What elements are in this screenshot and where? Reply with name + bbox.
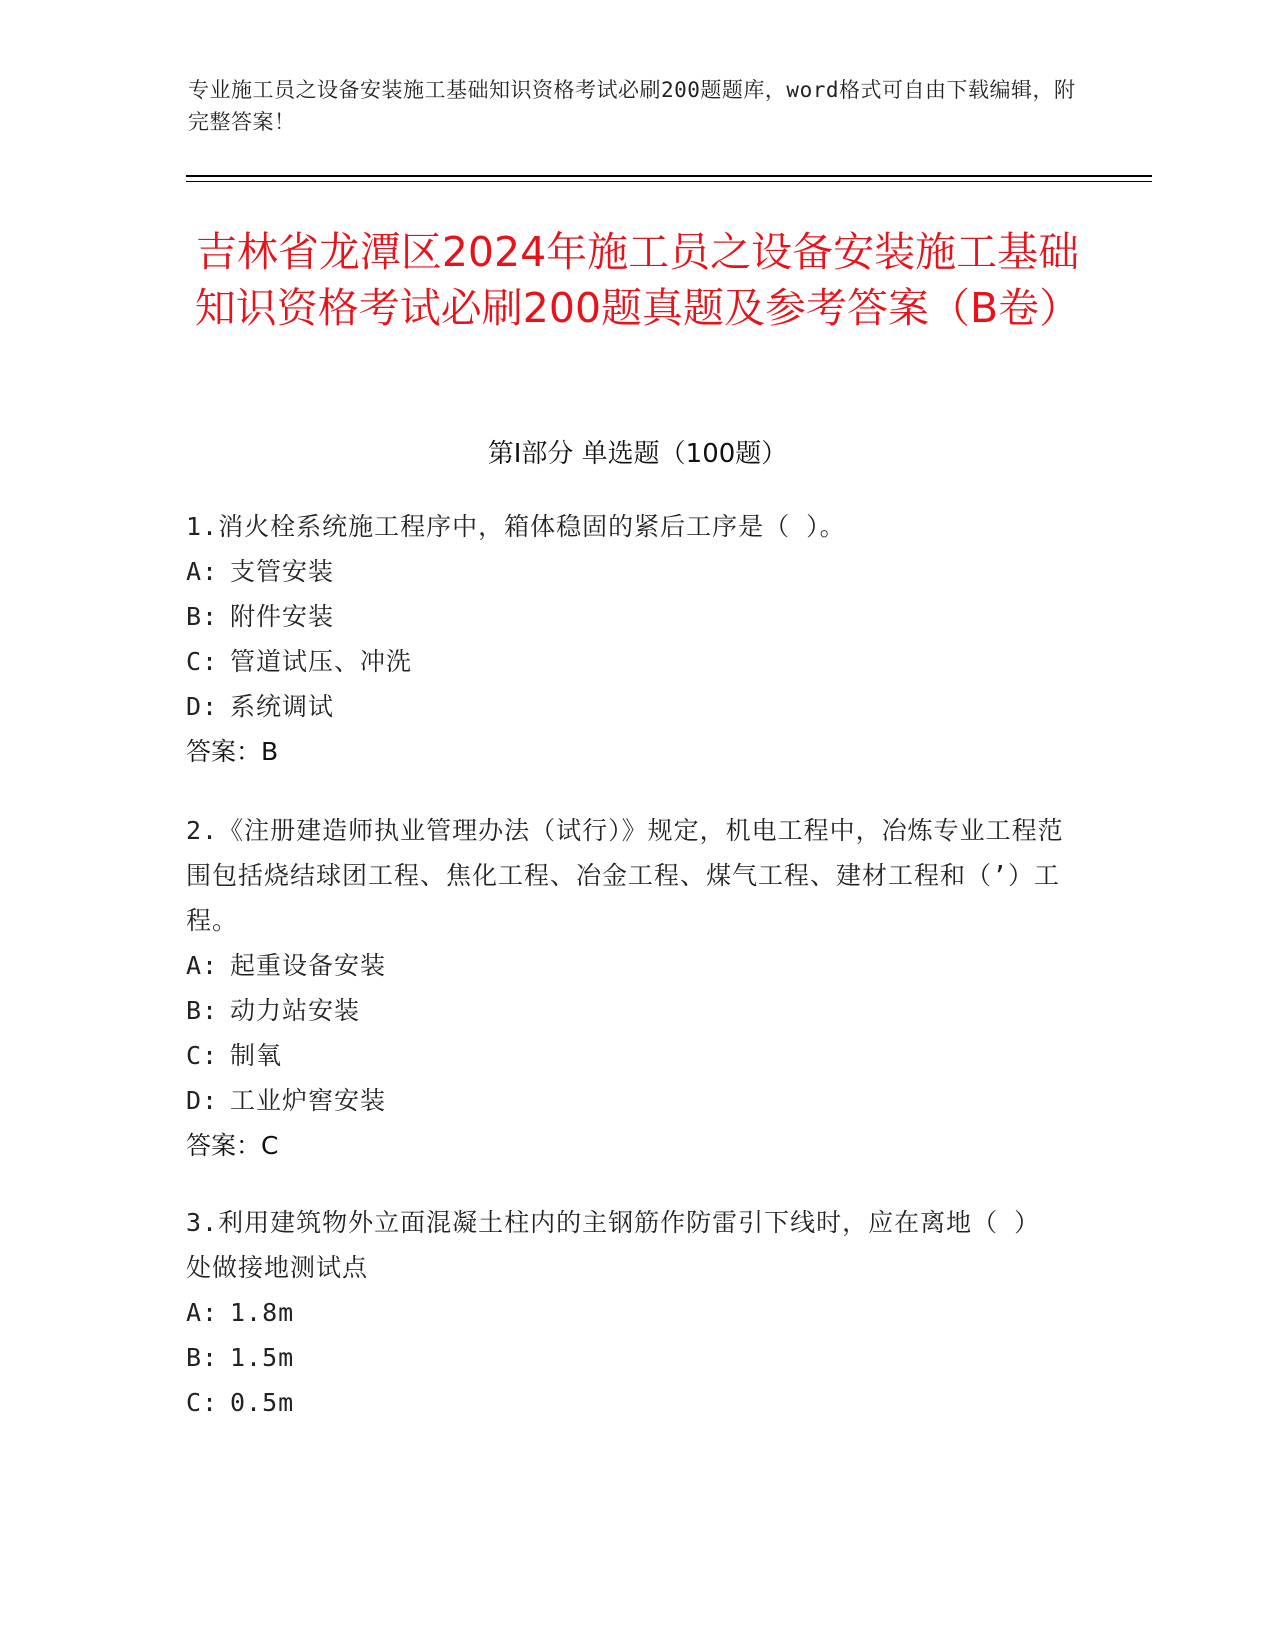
- option-text: 0.5m: [230, 1388, 295, 1417]
- option-b: [186, 1335, 1066, 1380]
- option-text: 动力站安装: [230, 996, 361, 1025]
- option-b: [186, 988, 1066, 1033]
- option-a: [186, 1290, 1066, 1335]
- question-stem: 2.《注册建造师执业管理办法（试行）》规定，机电工程中，冶炼专业工程范围包括烧结球团工程、焦化工程、冶金工程、煤气工程、建材工程和（’）工程。: [186, 816, 1064, 935]
- option-letter: B:: [186, 1343, 219, 1372]
- option-c: [186, 639, 1066, 684]
- option-letter: D:: [186, 692, 219, 721]
- section-heading: 第Ⅰ部分 单选题（100题）: [487, 439, 788, 469]
- option-text: 制氧: [230, 1041, 283, 1070]
- option-text: 附件安装: [230, 602, 335, 631]
- option-a: [186, 549, 1066, 594]
- answer-value: B: [261, 737, 279, 766]
- option-text: 管道试压、冲洗: [230, 647, 413, 676]
- option-text: 1.5m: [230, 1343, 295, 1372]
- option-d: [186, 1078, 1066, 1123]
- document-title: 吉林省龙潭区2024年施工员之设备安装施工基础知识资格考试必刷200题真题及参考答案（B卷）: [194, 228, 1081, 332]
- option-text: 系统调试: [230, 692, 335, 721]
- option-c: [186, 1380, 1066, 1425]
- option-letter: B:: [186, 602, 219, 631]
- option-letter: C:: [186, 647, 219, 676]
- option-letter: D:: [186, 1086, 219, 1115]
- header-note: 专业施工员之设备安装施工基础知识资格考试必刷200题题库，word格式可自由下载编辑，附完整答案！: [188, 78, 1076, 134]
- option-letter: A:: [186, 557, 219, 586]
- answer-line: [186, 729, 1066, 774]
- option-letter: C:: [186, 1388, 219, 1417]
- option-letter: A:: [186, 951, 219, 980]
- option-b: [186, 594, 1066, 639]
- option-c: [186, 1033, 1066, 1078]
- option-text: 起重设备安装: [230, 951, 387, 980]
- answer-label: 答案：: [186, 737, 262, 766]
- option-text: 工业炉窖安装: [230, 1086, 387, 1115]
- option-a: [186, 943, 1066, 988]
- option-letter: C:: [186, 1041, 219, 1070]
- question-1: [186, 504, 1066, 774]
- question-3: [186, 1200, 1066, 1425]
- header-divider-thin: [186, 181, 1152, 182]
- option-text: 1.8m: [230, 1298, 295, 1327]
- answer-label: 答案：: [186, 1131, 262, 1160]
- question-stem: 3.利用建筑物外立面混凝土柱内的主钢筋作防雷引下线时，应在离地（ ）处做接地测试点: [186, 1208, 1041, 1282]
- answer-line: [186, 1123, 1066, 1168]
- option-d: [186, 684, 1066, 729]
- answer-value: C: [261, 1131, 279, 1160]
- question-2: [186, 808, 1066, 1168]
- header-divider-thick: [186, 175, 1152, 177]
- option-letter: B:: [186, 996, 219, 1025]
- option-text: 支管安装: [230, 557, 335, 586]
- question-stem: 1.消火栓系统施工程序中，箱体稳固的紧后工序是（ ）。: [186, 512, 846, 541]
- option-letter: A:: [186, 1298, 219, 1327]
